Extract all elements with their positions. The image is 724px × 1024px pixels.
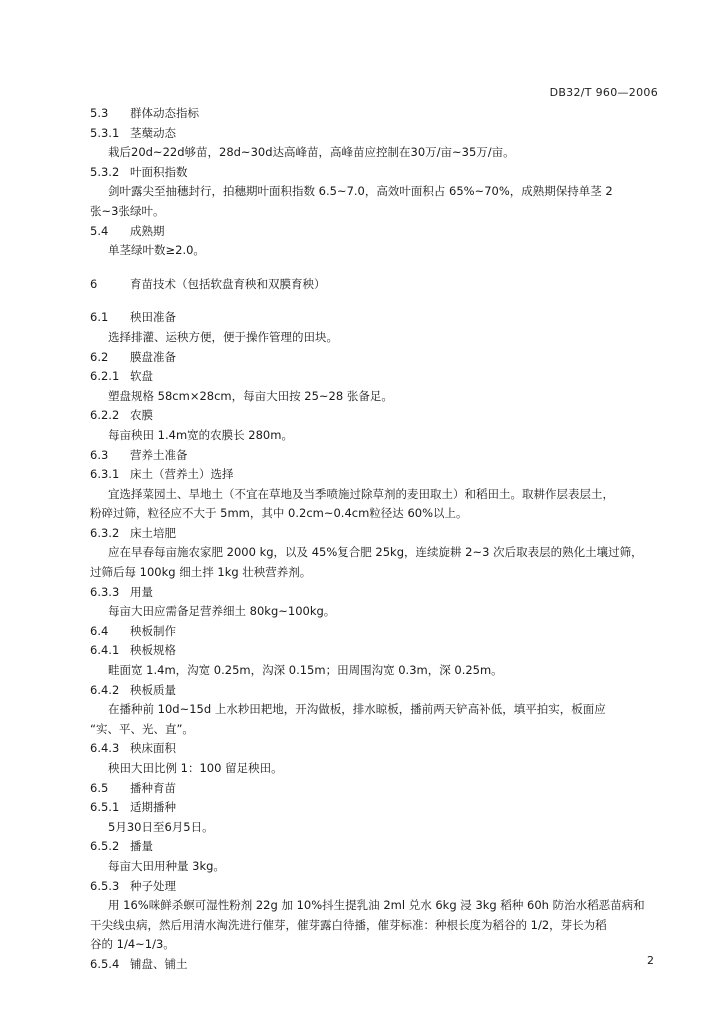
section-number: 6.1	[90, 310, 109, 325]
section-number: 5.3.1	[90, 125, 120, 140]
section-title: 秧床面积	[130, 741, 176, 756]
section-number: 6.4	[90, 623, 109, 638]
section-heading	[90, 583, 670, 603]
paragraph-line: 每亩大田应需备足营养细土 80kg~100kg。	[108, 604, 336, 619]
section-heading	[90, 367, 670, 387]
section-gap	[90, 294, 670, 308]
section-heading	[90, 524, 670, 544]
section-number: 6.3.2	[90, 525, 120, 540]
section-title: 播量	[130, 839, 153, 854]
section-title: 营养土准备	[130, 447, 188, 462]
section-number: 6.2.2	[90, 408, 120, 423]
section-heading	[90, 779, 670, 799]
section-title: 铺盘、铺土	[130, 956, 188, 971]
section-title: 适期播种	[130, 800, 176, 815]
paragraph-line: 5月30日至6月5日。	[108, 819, 214, 834]
section-heading	[90, 222, 670, 242]
section-number: 6.4.1	[90, 643, 120, 658]
page-number: 2	[647, 954, 654, 967]
section-title: 茎蘖动态	[130, 125, 176, 140]
paragraph-line: 单茎绿叶数≥2.0。	[108, 243, 205, 258]
section-title: 膜盘准备	[130, 349, 176, 364]
section-heading	[90, 877, 670, 897]
section-number: 6.2.1	[90, 369, 120, 384]
section-heading	[90, 446, 670, 466]
paragraph-line: 秧田大田比例 1：100 留足秧田。	[108, 761, 283, 775]
section-number: 6.5	[90, 780, 109, 795]
section-heading	[90, 641, 670, 661]
section-title: 育苗技术（包括软盘育秧和双膜育秧）	[130, 276, 326, 291]
paragraph-line: 剑叶露尖至抽穗封行，拍穗期叶面积指数 6.5~7.0，高效叶面积占 65%~70%，成熟期保持单茎 2	[108, 184, 613, 199]
paragraph-line: 宜选择菜园土、旱地土（不宜在草地及当季喷施过除草剂的麦田取土）和稻田土。取耕作层表层土，	[108, 486, 614, 501]
section-number: 6.5.3	[90, 878, 120, 893]
paragraph-continuation: 干尖线虫病，然后用清水淘洗进行催芽，催芽露白待播，催芽标准：种根长度为稻谷的 1/2，芽长为稻	[90, 917, 607, 932]
paragraph-line: 应在早春每亩施农家肥 2000 kg，以及 45%复合肥 25kg，连续旋耕 2~3 次后取表层的熟化土壤过筛，	[108, 545, 643, 560]
section-heading	[90, 275, 670, 295]
paragraph-line: 畦面宽 1.4m，沟宽 0.25m，沟深 0.15m；田周围沟宽 0.3m，深 0.25m。	[108, 663, 503, 678]
section-heading	[90, 622, 670, 642]
section-title: 软盘	[130, 369, 153, 384]
section-heading	[90, 163, 670, 183]
section-number: 6.2	[90, 349, 109, 364]
section-number: 6.3.3	[90, 584, 120, 599]
section-title: 秧板规格	[130, 643, 176, 658]
section-heading	[90, 104, 670, 124]
section-title: 秧田准备	[130, 310, 176, 325]
section-number: 6	[90, 276, 98, 291]
paragraph-line: 栽后20d~22d够苗，28d~30d达高峰苗，高峰苗应控制在30万/亩~35万/亩。	[108, 145, 515, 160]
section-heading	[90, 348, 670, 368]
section-heading	[90, 739, 670, 759]
section-heading	[90, 681, 670, 701]
section-heading	[90, 955, 670, 975]
section-heading	[90, 465, 670, 485]
section-number: 6.3	[90, 447, 109, 462]
section-heading	[90, 837, 670, 857]
section-title: 用量	[130, 584, 153, 599]
section-number: 6.5.2	[90, 839, 120, 854]
section-gap	[90, 261, 670, 275]
section-title: 床土培肥	[130, 525, 176, 540]
section-number: 6.4.3	[90, 741, 120, 756]
section-title: 播种育苗	[130, 780, 176, 795]
document-body	[90, 104, 670, 975]
section-title: 成熟期	[130, 223, 165, 238]
section-number: 6.5.1	[90, 800, 120, 815]
section-heading	[90, 406, 670, 426]
paragraph-continuation: 粉碎过筛，粒径应不大于 5mm，其中 0.2cm~0.4cm粒径达 60%以上。	[90, 506, 468, 521]
section-title: 秧板制作	[130, 623, 176, 638]
section-title: 秧板质量	[130, 682, 176, 697]
paragraph-line: 塑盘规格 58cm×28cm，每亩大田按 25~28 张备足。	[108, 388, 393, 403]
section-title: 床土（营养土）选择	[130, 467, 234, 482]
section-title: 群体动态指标	[130, 106, 199, 120]
section-number: 6.5.4	[90, 956, 120, 971]
section-title: 种子处理	[130, 878, 176, 893]
section-number: 6.3.1	[90, 467, 120, 482]
paragraph-line: 用 16%咪鲜杀螟可湿性粉剂 22g 加 10%抖生提乳油 2ml 兑水 6kg 浸 3kg 稻种 60h 防治水稻恶苗病和	[108, 898, 645, 913]
section-number: 5.4	[90, 223, 109, 238]
paragraph-line: 每亩大田用种量 3kg。	[108, 858, 225, 873]
section-heading	[90, 308, 670, 328]
paragraph-continuation: 过筛后每 100kg 细土拌 1kg 壮秧营养剂。	[90, 565, 312, 580]
paragraph-continuation: “实、平、光、直”。	[90, 721, 194, 736]
document-id: DB32/T 960—2006	[549, 86, 658, 99]
paragraph-continuation: 张~3张绿叶。	[90, 203, 165, 218]
paragraph-continuation: 谷的 1/4~1/3。	[90, 937, 175, 952]
section-number: 6.4.2	[90, 682, 120, 697]
section-title: 农膜	[130, 408, 153, 423]
section-number: 5.3.2	[90, 164, 120, 179]
paragraph-line: 选择排灌、运秧方便，便于操作管理的田块。	[108, 329, 338, 344]
paragraph-line: 每亩秧田 1.4m宽的农膜长 280m。	[108, 427, 293, 442]
section-heading	[90, 798, 670, 818]
paragraph-line: 在播种前 10d~15d 上水耖田耙地，开沟做板，排水晾板，播前两天铲高补低，填平拍实，板面应	[108, 702, 606, 717]
section-title: 叶面积指数	[130, 164, 188, 179]
section-heading	[90, 124, 670, 144]
section-number: 5.3	[90, 106, 109, 120]
